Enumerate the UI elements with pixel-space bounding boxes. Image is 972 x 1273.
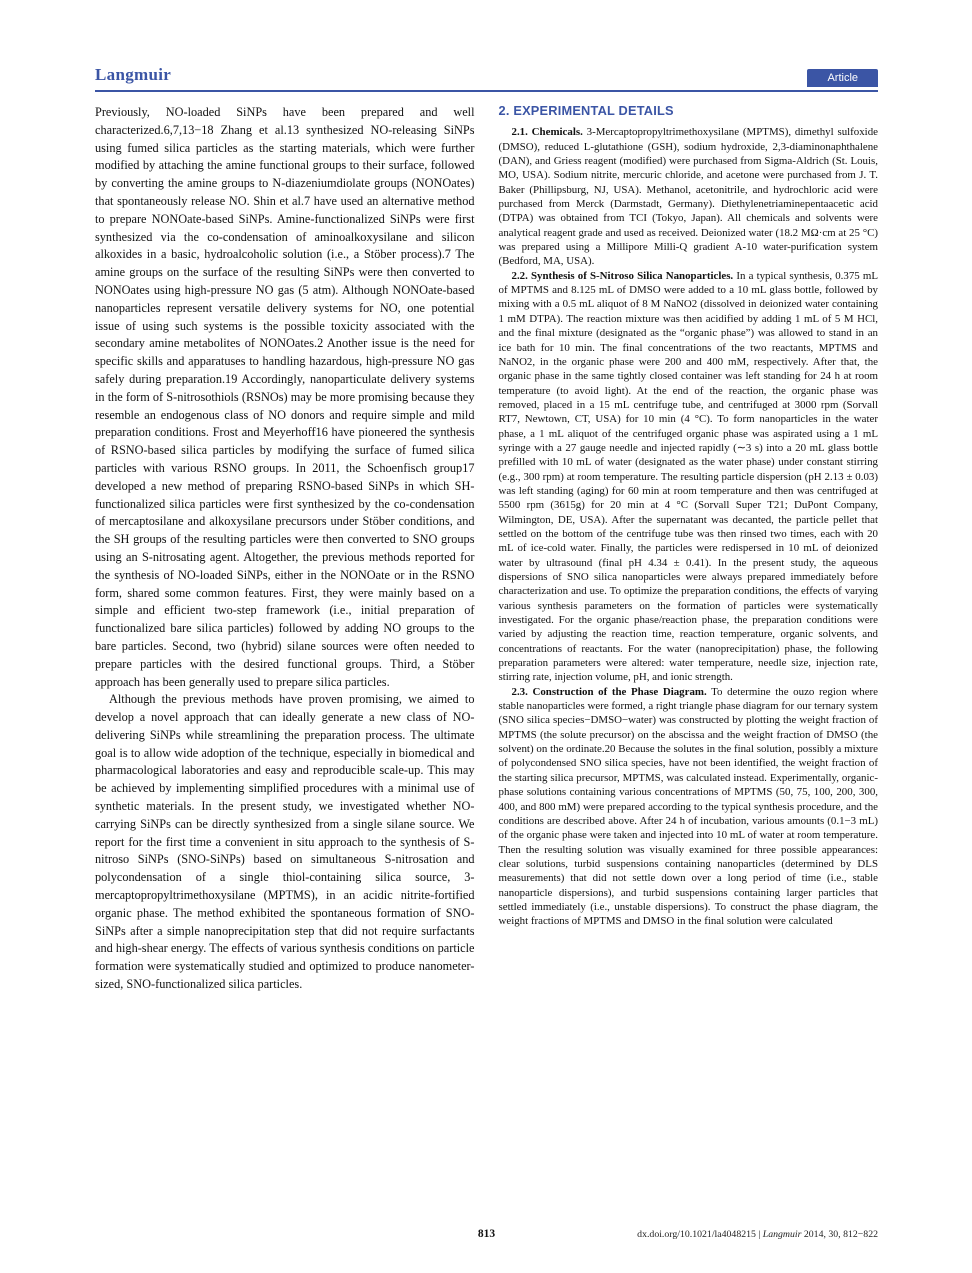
citation-pages: 2014, 30, 812−822 (801, 1229, 878, 1240)
section-heading: 2. EXPERIMENTAL DETAILS (498, 104, 674, 118)
doi-link[interactable]: dx.doi.org/10.1021/la4048215 | (637, 1229, 763, 1240)
journal-title: Langmuir (95, 65, 172, 84)
subsection-text: 3-Mercaptopropyltrimethoxysilane (MPTMS), dimethyl sulfoxide (DMSO), reduced L-glutathione (GSH), sodium hydroxide, 2,3-diaminonaphthalene (DAN), and Griess reagent (modified) were purchased from Sigma-Aldrich (St. Louis, MO, USA). Sodium nitrite, mercuric chloride, and acetone were purchased from J. T. Baker (Phillipsburg, NJ, USA). Methanol, acetonitrile, and hydrochloric acid were purchased from Merck (Darmstadt, Germany). Diethylenetriaminepentaacetic acid (DTPA) was obtained from TCI (Tokyo, Japan). All chemicals and solvents were analytical reagent grade and used as received. Deionized water (18.2 MΩ·cm at 25 °C) was prepared using a Millipore Milli-Q gradient A-10 water-purification system (Bedford, MA, USA). (498, 126, 878, 268)
subsection-title: 2.1. Chemicals. (511, 126, 583, 139)
doi-citation[interactable] (637, 1229, 878, 1240)
subsection-chemicals (499, 125, 879, 268)
subsection-title: 2.3. Construction of the Phase Diagram. (511, 685, 707, 698)
page-footer (95, 1228, 878, 1246)
page-number: 813 (477, 1228, 496, 1240)
subsection-text: In a typical synthesis, 0.375 mL of MPTMS and 8.125 mL of DMSO were added to a 10 mL glass bottle, followed by mixing with a 0.5 mL aliquot of 8 M NaNO2 (dissolved in deionized water containing 1 mM DTPA). The reaction mixture was then acidified by adding 1 mL of 5 M HCl, and the final mixture (designated as the “organic phase”) was allowed to stand in an ice bath for 10 min. The final concentrations of the two reactants, MPTMS and NaNO2, in the organic phase were 200 and 400 mM, respectively. After that, the organic phase in the same tightly closed container was left standing for 24 h at room temperature (to avoid light). At the end of the reaction, the organic phase was removed, placed in a 15 mL centrifuge tube, and centrifuged at 3000 rpm (Sorvall RT7, Newtown, CT, USA) for 10 min (4 °C). To form nanoparticles in the water phase, a 1 mL aliquot of the centrifuged organic phase was aspirated using a 1 mL syringe with a 27 gauge needle and injected rapidly (∼3 s) into a 20 mL glass bottle prefilled with 10 mL of water (designated as the water phase) under constant stirring (e.g., 300 rpm) at room temperature. The resulting particle dispersion (pH 2.13 ± 0.03) was left standing (aging) for 60 min at room temperature and then was centrifuged at 5500 rpm (3615g) for 20 min at 4 °C (Sorvall Super T21; DuPont Company, Wilmington, DE, USA). After the supernatant was decanted, the particle pellet that settled on the bottom of the centrifuge tube was then rinsed two times, each with 20 mL of ice-cold water. Finally, the particles were redispersed in 10 mL of deionized water by ultrasound (final pH 4.34 ± 0.41). In the present study, the aqueous dispersions of SNO silica nanoparticles were always prepared immediately before characterization and use. To optimize the preparation conditions, the effects of varying various synthesis parameters on the formation of particles were systematically investigated. For the organic phase/reaction phase, the preparation conditions were varied by adjusting the reaction time, reaction temperature, organic solvents, and concentrations of reactants. For the water (nanoprecipitation) phase, the following preparation parameters were altered: water temperature, needle size, injection rate, stirring rate, injection volume, pH, and ionic strength. (498, 269, 878, 684)
subsection-text: To determine the ouzo region where stable nanoparticles were formed, a right triangle phase diagram for our ternary system (SNO silica species−DMSO−water) was constructed by plotting the weight fraction of MPTMS (the solute precursor) on the abscissa and the weight fraction of DMSO (the solvent) on the ordinate.20 Because the solutes in the final solution, possibly a mixture of polycondensed SNO silica species, have not been identified, the weight fraction of the starting silica precursor, MPTMS, was calculated instead. Experimentally, organic-phase solutions containing various concentrations of MPTMS (50, 75, 100, 200, 300, 400, and 800 mM) were prepared according to the typical synthesis procedure, and the conditions are described above. After 24 h of incubation, various amounts (0.1−3 mL) of the organic phase were taken and injected into 10 mL of water at room temperature. Then the resulting solution was visually examined for three possible appearances: clear solutions, turbid suspensions containing nanoparticles (determined by DLS measurements) that did not settle down over a long period of time (i.e., stable nanoparticle dispersions), and turbid suspensions containing larger particles that settled immediately (i.e., unstable dispersions). To construct the phase diagram, the weight fractions of MPTMS and DMSO in the final solution were calculated (498, 685, 878, 928)
subsection-title: 2.2. Synthesis of S-Nitroso Silica Nanoparticles. (511, 269, 734, 282)
subsection-synthesis (499, 269, 879, 685)
article-body (95, 104, 878, 1218)
subsection-phase-diagram (499, 685, 879, 929)
article-type-badge: Article (807, 69, 878, 87)
page-header (95, 66, 878, 87)
header-rule (95, 90, 878, 92)
left-column (95, 104, 475, 1218)
right-column (499, 104, 879, 1218)
citation-journal: Langmuir (762, 1229, 802, 1240)
paragraph: Although the previous methods have proven promising, we aimed to develop a novel approach that can ideally generate a new class of NO-delivering SiNPs while streamlining the preparation process. The ultimate goal is to allow wide adoption of the technique, especially in biomedical and pharmacological laboratories and easy and reproducible scale-up. This may be achieved by implementing simplified procedures with a minimal use of synthetic materials. In the present study, we investigated whether NO-carrying SiNPs can be directly synthesized from a single silane source. We report for the first time a convenient in situ approach to the synthesis of S-nitroso SiNPs (SNO-SiNPs) based on simultaneous S-nitrosation and polycondensation of a single thiol-containing silica source, 3-mercaptopropyltrimethoxysilane (MPTMS), in an acidic nitrite-fortified organic phase. The method exhibited the spontaneous formation of SNO-SiNPs after a simple nanoprecipitation step that did not require surfactants and high-shear energy. The effects of various synthesis conditions on particle formation were systematically studied and optimized to produce nanometer-sized, SNO-functionalized silica particles. (95, 692, 475, 992)
paragraph: Previously, NO-loaded SiNPs have been prepared and well characterized.6,7,13−18 Zhang et al.13 synthesized NO-releasing SiNPs using fumed silica particles as the starting materials, which were further modified by attaching the amine functional groups to their surface, followed by converting the amine groups to N-diazeniumdiolate groups (NONOates) that spontaneously release NO. Shin et al.7 have used an alternative method to prepare NONOate-based SiNPs. Amine-functionalized SiNPs were first synthesized via the co-condensation of aminoalkoxysilane and silicon alkoxides in a basic, hydroalcoholic solution (i.e., a Stöber process).7 The amine groups on the surface of the resulting SiNPs were then converted to NONOates using high-pressure NO gas (5 atm). Although NONOate-based nanoparticles represent versatile delivery systems for NO, one potential issue of using such systems is the possible toxicity associated with the secondary amine metabolites of NONOates.2 Another issue is the need for specific skills and apparatuses to handling hazardous, high-pressure NO gas safely during preparation.19 Accordingly, nanoparticulate delivery systems in the form of S-nitrosothiols (RSNOs) may be more promising because they resemble an endogenous class of NO donors and require simple and mild preparation conditions. Frost and Meyerhoff16 have pioneered the synthesis of RSNO-based silica particles by modifying the surface of fumed silica particles with various RSNO groups. In 2011, the Schoenfisch group17 developed a new method of preparing RSNO-based SiNPs in which SH-functionalized silica particles were first synthesized by the co-condensation of mercaptosilane and alkoxysilane precursors under Stöber conditions, and the SH groups of the resulting particles were then converted to SNO groups using an S-nitrosating agent. Altogether, the previous methods reported for the synthesis of NO-loaded SiNPs, either in the NONOate or in the RSNO form, shared some common features. First, they were mainly based on a simple and efficient two-step framework (i.e., initial preparation of functionalized bare silica particles) followed by adding NO groups to the bare particles. Second, two (hybrid) silane sources were often needed to prepare particles with the desired functional groups. Third, a Stöber approach has been generally used to prepare silica particles. (95, 105, 475, 689)
